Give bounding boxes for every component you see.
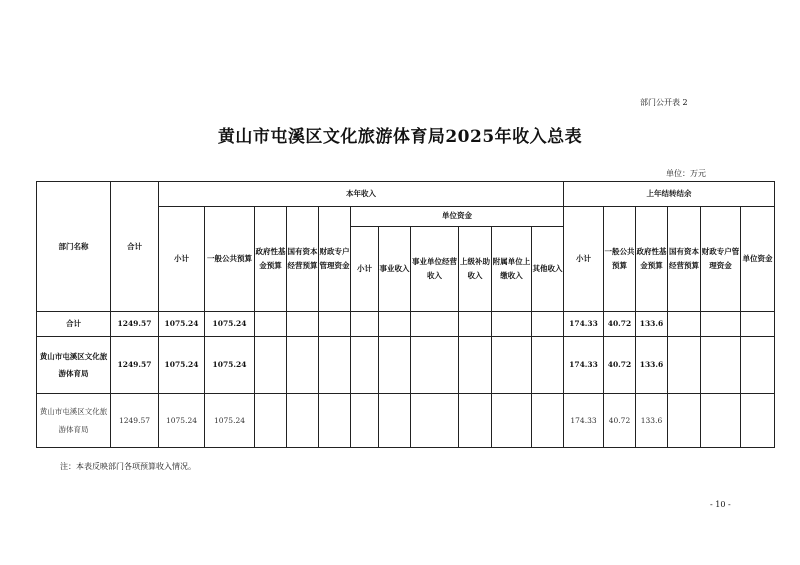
col-header-business-operating: 事业单位经营收入 [411,227,459,312]
cell-total: 1249.57 [111,312,159,337]
subgroup-header-unit-funds: 单位资金 [351,207,564,227]
col-header-other-income: 其他收入 [532,227,564,312]
cell-cur-general: 1075.24 [205,394,255,448]
cell-empty [411,394,459,448]
cell-prior-gov-fund: 133.6 [636,394,668,448]
cell-empty [411,337,459,394]
cell-empty [701,312,741,337]
revenue-table [36,181,775,448]
col-header-cur-general: 一般公共预算 [205,207,255,312]
col-header-prior-subtotal: 小计 [564,207,604,312]
cell-empty [287,337,319,394]
form-number: 部门公开表 2 [640,98,688,107]
group-header-prior: 上年结转结余 [564,182,775,207]
cell-empty [492,337,532,394]
cell-prior-subtotal: 174.33 [564,312,604,337]
col-header-unit-subtotal: 小计 [351,227,379,312]
cell-empty [411,312,459,337]
cell-empty [287,312,319,337]
col-header-prior-state-capital: 国有资本经营预算 [668,207,701,312]
unit-label: 单位：万元 [666,169,706,178]
col-header-total: 合计 [111,182,159,312]
col-header-higher-subsidy: 上级补助收入 [459,227,492,312]
cell-empty [668,337,701,394]
cell-empty [379,337,411,394]
cell-empty [668,312,701,337]
col-header-prior-gov-fund: 政府性基金预算 [636,207,668,312]
page-number: - 10 - [710,500,731,509]
row-name: 黄山市屯溪区文化旅游体育局 [37,394,111,448]
cell-prior-general: 40.72 [604,394,636,448]
cell-empty [492,312,532,337]
cell-empty [741,394,775,448]
cell-empty [741,312,775,337]
cell-total: 1249.57 [111,337,159,394]
cell-prior-gov-fund: 133.6 [636,337,668,394]
col-header-prior-fiscal-special: 财政专户管理资金 [701,207,741,312]
col-header-cur-fiscal-special: 财政专户管理资金 [319,207,351,312]
cell-prior-general: 40.72 [604,312,636,337]
col-header-prior-unit-funds: 单位资金 [741,207,775,312]
cell-cur-subtotal: 1075.24 [159,394,205,448]
row-name: 黄山市屯溪区文化旅游体育局 [37,337,111,394]
col-header-cur-state-capital: 国有资本经营预算 [287,207,319,312]
cell-empty [287,394,319,448]
col-header-cur-gov-fund: 政府性基金预算 [255,207,287,312]
cell-empty [319,394,351,448]
cell-empty [379,394,411,448]
cell-prior-gov-fund: 133.6 [636,312,668,337]
cell-empty [351,337,379,394]
cell-empty [459,337,492,394]
row-name: 合计 [37,312,111,337]
footnote: 注：本表反映部门各项预算收入情况。 [60,462,196,471]
col-header-subsidiary-remit: 附属单位上缴收入 [492,227,532,312]
cell-empty [532,394,564,448]
col-header-business-income: 事业收入 [379,227,411,312]
cell-empty [351,312,379,337]
page-title: 黄山市屯溪区文化旅游体育局2025年收入总表 [217,127,583,147]
table-row [37,312,775,337]
cell-empty [668,394,701,448]
cell-empty [492,394,532,448]
cell-cur-subtotal: 1075.24 [159,312,205,337]
cell-empty [532,312,564,337]
col-header-prior-general: 一般公共预算 [604,207,636,312]
table-row [37,337,775,394]
cell-empty [701,337,741,394]
cell-cur-subtotal: 1075.24 [159,337,205,394]
cell-empty [255,312,287,337]
cell-empty [379,312,411,337]
cell-prior-subtotal: 174.33 [564,394,604,448]
table-row [37,394,775,448]
cell-prior-general: 40.72 [604,337,636,394]
cell-empty [459,312,492,337]
cell-empty [459,394,492,448]
group-header-current: 本年收入 [159,182,564,207]
cell-cur-general: 1075.24 [205,337,255,394]
cell-empty [255,337,287,394]
cell-empty [351,394,379,448]
cell-empty [319,312,351,337]
cell-empty [319,337,351,394]
cell-empty [255,394,287,448]
cell-total: 1249.57 [111,394,159,448]
cell-empty [741,337,775,394]
col-header-cur-subtotal: 小计 [159,207,205,312]
cell-prior-subtotal: 174.33 [564,337,604,394]
col-header-dept: 部门名称 [37,182,111,312]
cell-cur-general: 1075.24 [205,312,255,337]
cell-empty [532,337,564,394]
cell-empty [701,394,741,448]
